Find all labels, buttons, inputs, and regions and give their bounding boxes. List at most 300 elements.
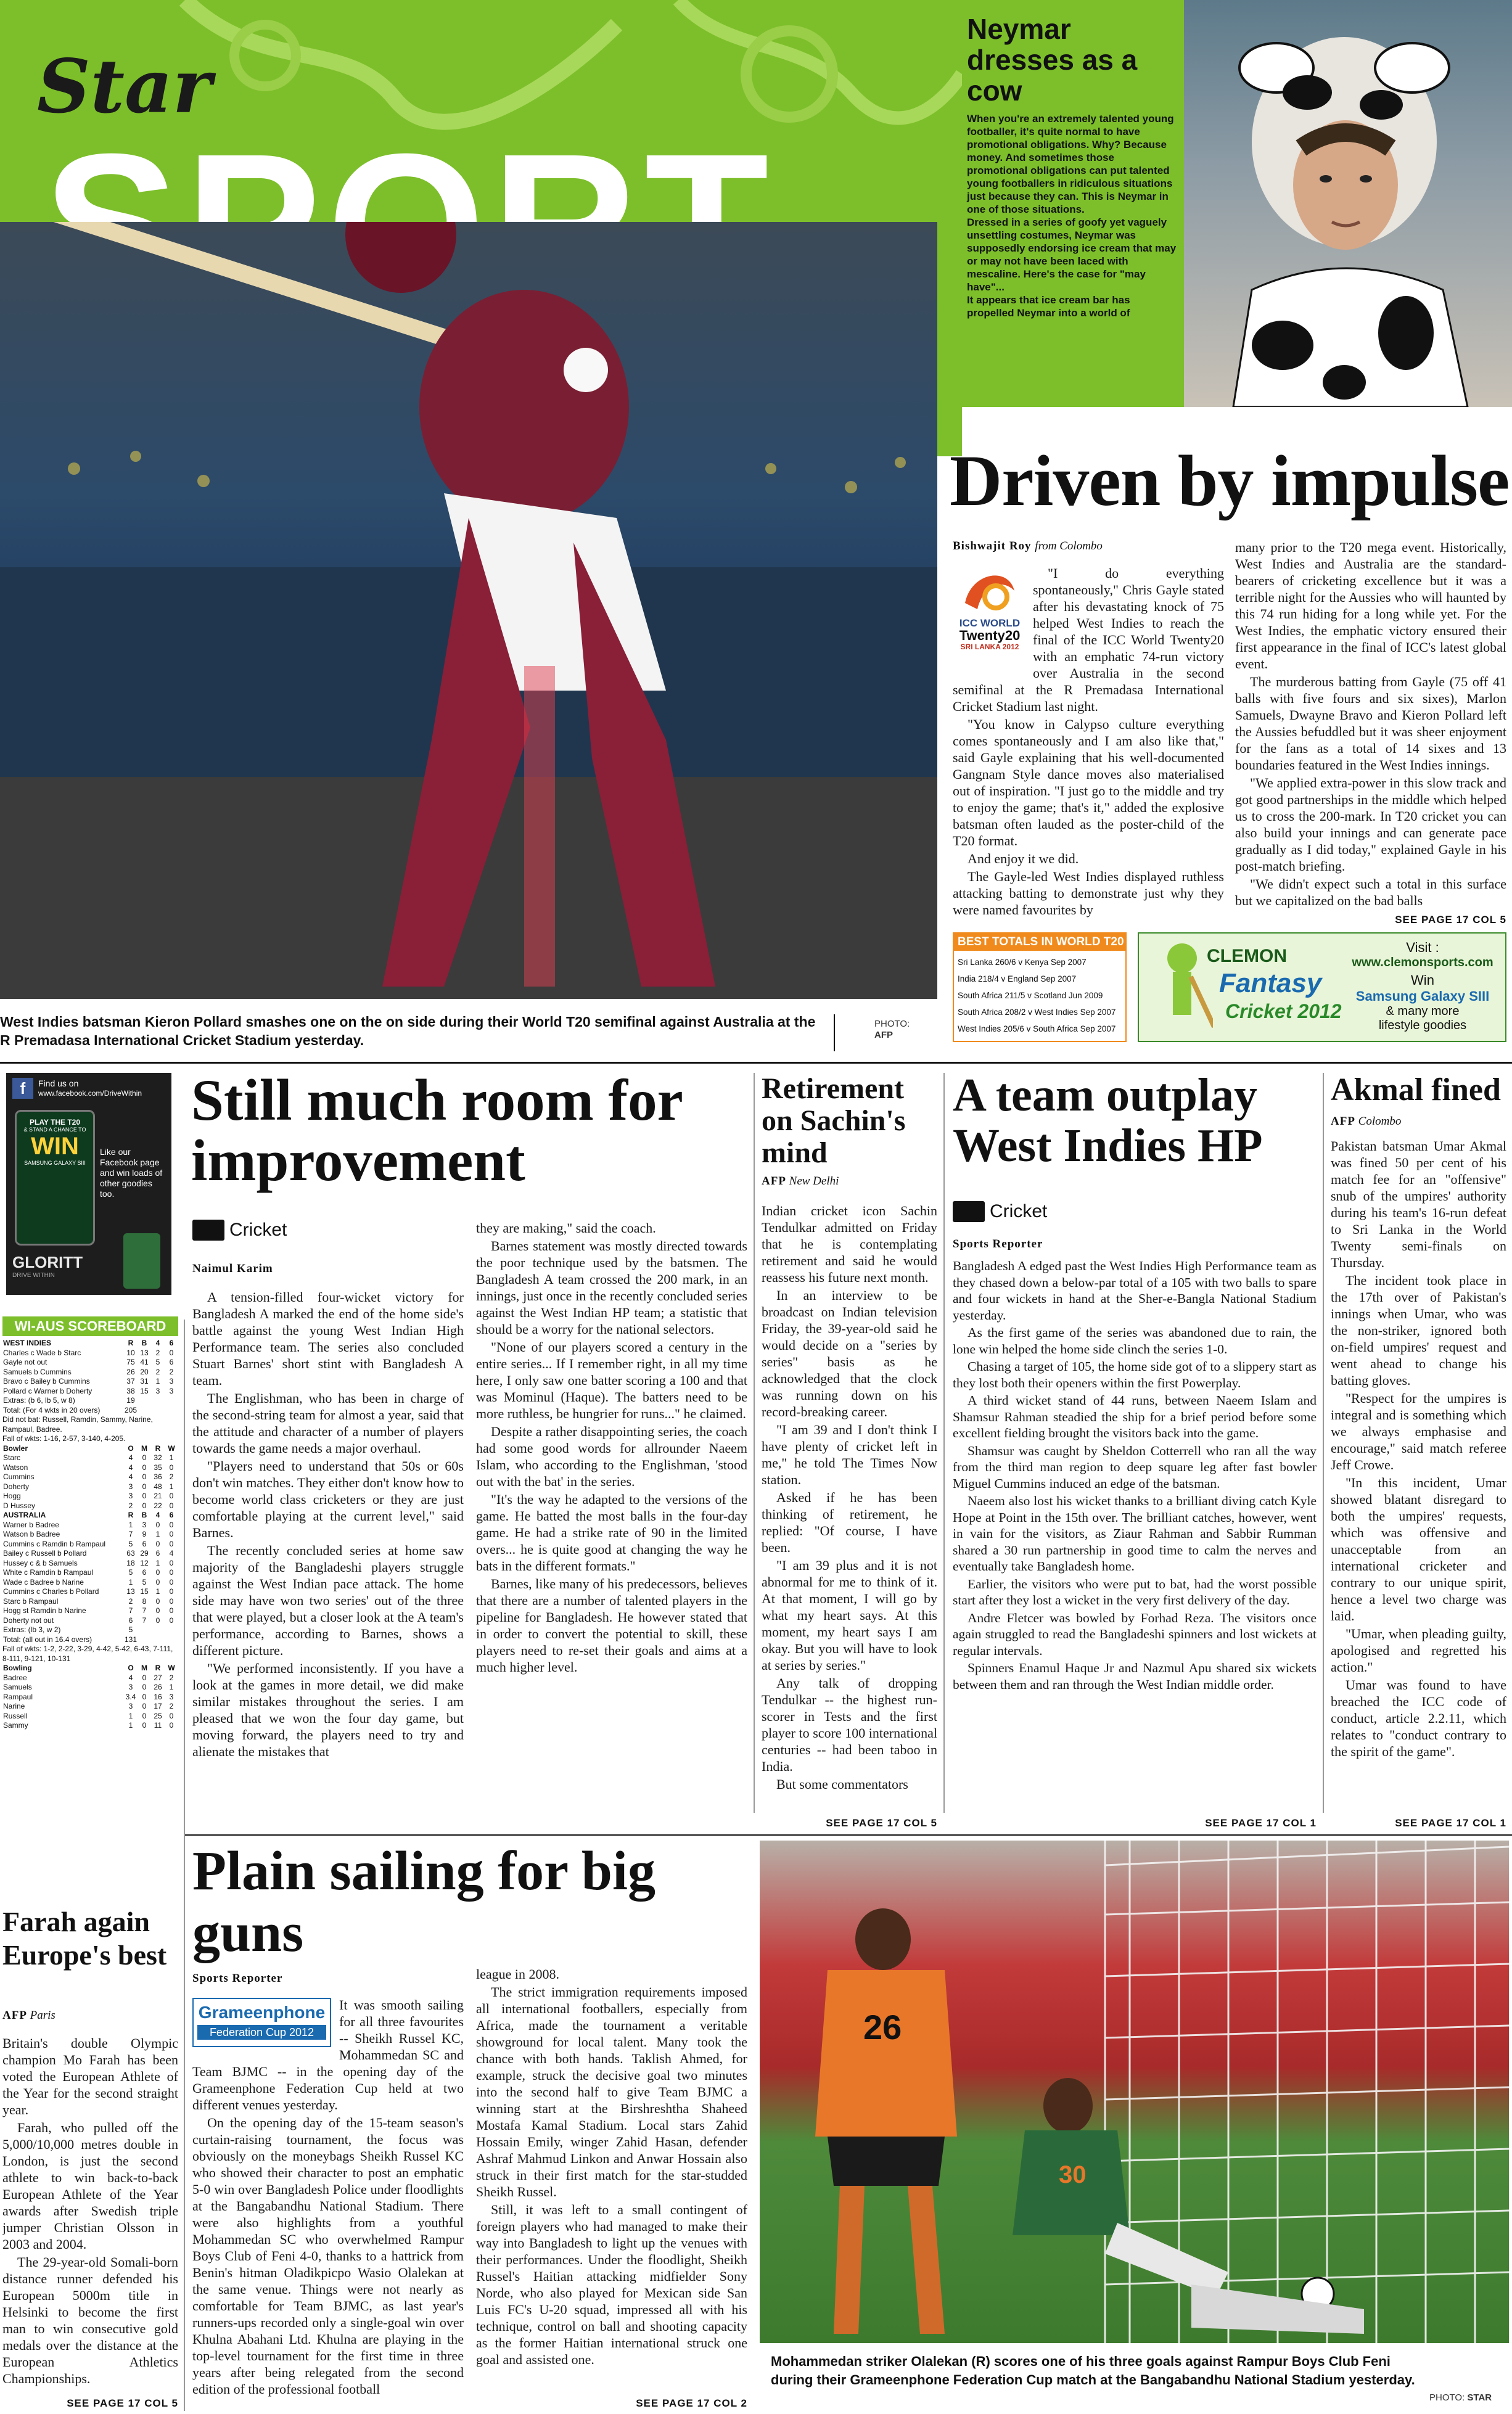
scoreboard-row <box>2 1597 178 1607</box>
brand-star: Star <box>37 43 212 130</box>
scoreboard-row <box>2 1406 178 1416</box>
scoreboard-row <box>2 1453 178 1463</box>
driven-headline: Driven by impulse <box>950 440 1510 521</box>
clemon-win: Win <box>1411 972 1434 988</box>
scoreboard-cell: 0 <box>169 1492 174 1500</box>
scoreboard-row <box>2 1521 178 1530</box>
scoreboard-row <box>2 1472 178 1482</box>
scoreboard-row <box>2 1712 178 1722</box>
gloritt-brand: GLORITT <box>12 1253 83 1271</box>
scoreboard-title: WI-AUS SCOREBOARD <box>2 1316 178 1336</box>
driven-col2-p1: many prior to the T20 mega event. Historically, West Indies and Australia are the standard-bearers of cricketing excellence but it was a terrible night for the Aussies who will haunted by this 74 run hiding for a long while yet. For the West Indies, the emphatic victory ensured their first appearance in the final of ICC's latest global event. <box>1235 540 1506 671</box>
scoreboard-cell: 0 <box>169 1520 174 1529</box>
scoreboard-cell: 0 <box>169 1577 174 1587</box>
scoreboard-cell: 0 <box>142 1721 147 1730</box>
sachin-p2: In an interview to be broadcast on Indian television Friday, the 39-year-old said he would decide on a "series by series" basis as he acknowledged that the clock was running down on his record-breaking career. <box>762 1287 937 1419</box>
scoreboard-row <box>2 1721 178 1731</box>
improvement-col2-p5: "It's the way he adapted to the versions of the game. He batted the most balls in the four-day game. He had a strike rate of 90 in the limited overs... he is quite good at changing the way he bats in the different formats." <box>476 1492 747 1574</box>
scoreboard-cell: 41 <box>140 1358 149 1366</box>
scoreboard-cell: Charles c Wade b Starc <box>3 1348 81 1357</box>
scoreboard-header-row <box>2 1339 178 1349</box>
gloritt-phone-win: WIN <box>31 1133 79 1160</box>
improvement-col2-p6: Barnes, like many of his predecessors, believes that there are a number of talented players in the pipeline for Bangladesh. He however stated that in order to convert the potential to skill, these players need to re-set their goals and aims at a much higher level. <box>476 1576 747 1675</box>
aus-bowling-table <box>2 1444 178 1511</box>
scoreboard-cell: Hogg st Ramdin b Narine <box>3 1606 86 1615</box>
clemon-mascot <box>1151 940 1213 1038</box>
clemon-url[interactable]: www.clemonsports.com <box>1352 956 1494 969</box>
scoreboard-cell: 0 <box>155 1520 160 1529</box>
scoreboard-cell: 32 <box>154 1453 162 1462</box>
scoreboard-cell: Rampaul <box>3 1692 33 1701</box>
lead-credit-name: AFP <box>874 1030 893 1040</box>
lead-credit-label: PHOTO: <box>874 1019 910 1029</box>
sachin-p5: "I am 39 plus and it is not abnormal for me to think of it. At that moment, I will go by what my heart says. At this moment, my heart says I am okay. But you will have to look at series by series." <box>762 1558 937 1673</box>
improvement-col1-p2: The Englishman, who has been in charge of the second-string team for almost a year, said that the attitude and character of a number of players towards the game needs a major overhaul. <box>192 1390 464 1456</box>
scoreboard-cell: 27 <box>154 1673 162 1682</box>
scoreboard-cell: 0 <box>142 1692 147 1701</box>
scoreboard-cell: 0 <box>142 1492 147 1500</box>
scoreboard-cell: 12 <box>140 1558 149 1567</box>
column-rule <box>943 1073 945 1813</box>
outplay-p6: Naeem also lost his wicket thanks to a brilliant diving catch Kyle Hope at Point in the 15th over. The brilliant catches, however, went in vain for the visitors, as Ziaur Rahman and Sabbir Rumman shared a 30 run partnership in good time to calm the nerves and eventually take Bangladesh home. <box>953 1493 1317 1574</box>
sailing-col2-p1: league in 2008. <box>476 1966 560 1982</box>
scoreboard-header-row <box>2 1511 178 1521</box>
scoreboard-cell: 0 <box>169 1711 174 1720</box>
akmal-p3: "Respect for the umpires is integral and is something which we always emphasise and encourage," said match referee Jeff Crowe. <box>1331 1390 1506 1472</box>
driven-see-more[interactable]: SEE PAGE 17 COL 5 <box>1395 914 1506 926</box>
scoreboard-body <box>2 1339 178 1731</box>
scoreboard-cell: 0 <box>142 1463 147 1472</box>
scoreboard-cell: Hussey c & b Samuels <box>3 1558 78 1567</box>
best-totals-box <box>953 932 1127 1042</box>
clemon-prize: Samsung Galaxy SIII <box>1355 988 1490 1004</box>
improvement-byline: Naimul Karim <box>192 1262 273 1275</box>
gloritt-brand-panel <box>12 1253 105 1279</box>
scoreboard-cell: 0 <box>142 1702 147 1710</box>
scoreboard-cell: Cummins c Ramdin b Rampaul <box>3 1539 106 1548</box>
lead-caption-divider <box>834 1014 835 1051</box>
outplay-headline: A team outplay West Indies HP <box>953 1069 1263 1172</box>
scoreboard-cell: Pollard c Warner b Doherty <box>3 1386 92 1395</box>
scoreboard-cell: 131 <box>124 1635 137 1644</box>
cricket-icon <box>192 1220 224 1241</box>
scoreboard-header-cell: O <box>128 1443 134 1453</box>
scoreboard-cell: 1 <box>169 1683 174 1691</box>
sachin-body <box>762 1202 937 1813</box>
sailing-col1-p1: It was smooth sailing for all three favourites -- Sheikh Russel KC, Mohammedan SC and Team BJMC -- in the opening day of the Grameenphone Federation Cup held at two different venues yesterday. <box>192 1997 464 2112</box>
wi-fall-of-wickets: Fall of wkts: 1-16, 2-57, 3-140, 4-205. <box>2 1434 126 1443</box>
scoreboard-cell: 0 <box>169 1530 174 1538</box>
improvement-col1-p1: A tension-filled four-wicket victory for Bangladesh A marked the end of the home side's battle against the young West Indian High Performance team. The series also concluded Stuart Barnes' short stint with Bangladesh A team. <box>192 1289 464 1388</box>
grameenphone-logo-line2: Federation Cup 2012 <box>197 2025 326 2040</box>
sailing-col1 <box>192 1997 464 2397</box>
cricket-mascot-icon <box>1151 940 1213 1038</box>
neymar-p3: It appears that ice cream bar has propelled Neymar into a world of <box>967 294 1130 319</box>
scoreboard-cell: 20 <box>140 1367 149 1376</box>
scoreboard-cell: 22 <box>154 1501 162 1510</box>
football-caption: Mohammedan striker Olalekan (R) scores one of his three goals against Rampur Boys Club Feni during their Grameenphone Federation Cup match at the Bangabandhu National Stadium yesterday. <box>771 2354 1415 2387</box>
scoreboard-header-cell: B <box>141 1511 147 1519</box>
scoreboard-cell: Sammy <box>3 1721 28 1730</box>
driven-col1-p3: And enjoy it we did. <box>968 851 1079 866</box>
scoreboard-header-row <box>2 1664 178 1673</box>
scoreboard-cell: 7 <box>142 1615 147 1625</box>
scoreboard-cell: 8 <box>142 1596 147 1606</box>
neymar-photo <box>1184 0 1512 407</box>
scoreboard-cell: 0 <box>155 1568 160 1577</box>
scoreboard-cell: 0 <box>169 1615 174 1625</box>
driven-byline-name: Bishwajit Roy <box>953 540 1032 552</box>
farah-headline: Farah again Europe's best <box>2 1906 167 1971</box>
scoreboard-cell: 4 <box>128 1463 133 1472</box>
scoreboard-cell: 2 <box>128 1596 133 1606</box>
scoreboard-cell <box>138 1396 151 1406</box>
scoreboard-header-row <box>2 1444 178 1454</box>
scoreboard-row <box>2 1549 178 1559</box>
driven-col1-p2: "You know in Calypso culture everything comes spontaneously and I am also like that," said Gayle explaining that his well-documented Gangnam Style dance moves also materialised out of inspiration. "I just go to the middle and try to enjoy the game; that's it," added the explosive batsman often lauded as the poster-child of the T20 format. <box>953 716 1224 848</box>
scoreboard-cell: 0 <box>142 1711 147 1720</box>
scoreboard-cell: 2 <box>169 1472 174 1481</box>
outplay-p4: A third wicket stand of 44 runs, between Naeem Islam and Shamsur Rahman steadied the ship for a brief period before some excellent fielding brought the visitors back into the game. <box>953 1393 1317 1440</box>
scoreboard-header-cell: 6 <box>169 1339 174 1347</box>
outplay-p9: Spinners Enamul Haque Jr and Nazmul Apu shared six wickets between them and ran through the West Indian middle order. <box>953 1661 1317 1692</box>
scoreboard-header-cell: R <box>128 1511 134 1519</box>
clemon-prize-panel <box>1342 940 1503 1033</box>
column-rule <box>754 1073 755 1813</box>
scoreboard-cell: 1 <box>155 1530 160 1538</box>
scoreboard-row <box>2 1559 178 1569</box>
farah-p2: Farah, who pulled off the 5,000/10,000 metres double in London, is just the second athlete to win back-to-back European Athlete of the Year awards after Swedish triple jumper Christian Olsson in 2003 and 2004. <box>2 2120 178 2252</box>
sachin-p1: Indian cricket icon Sachin Tendulkar admitted on Friday that he is contemplating retirement and said he would reassess his future next month. <box>762 1203 937 1285</box>
scoreboard-cell: 63 <box>126 1549 135 1558</box>
scoreboard-cell: 0 <box>169 1606 174 1615</box>
sachin-headline: Retirement on Sachin's mind <box>762 1072 906 1169</box>
scoreboard-cell: Bailey c Russell b Pollard <box>3 1549 87 1558</box>
scoreboard-cell: Total: (all out in 16.4 overs) <box>3 1635 92 1644</box>
scoreboard-cell: 25 <box>154 1711 162 1720</box>
outplay-p3: Chasing a target of 105, the home side got of to a slippery start as they lost both their openers within the first Powerplay. <box>953 1359 1317 1390</box>
icc-logo-line3: SRI LANKA 2012 <box>960 643 1019 651</box>
scoreboard-cell: 3 <box>128 1482 133 1491</box>
scoreboard-cell: 1 <box>169 1482 174 1491</box>
sachin-see-more[interactable]: SEE PAGE 17 COL 5 <box>826 1817 937 1829</box>
section-divider <box>0 1062 1512 1064</box>
gloritt-brand-tag: DRIVE WITHIN <box>12 1272 55 1279</box>
scoreboard-cell: 1 <box>155 1377 160 1386</box>
scoreboard-cell: 6 <box>169 1358 174 1366</box>
scoreboard-cell: 6 <box>142 1539 147 1548</box>
scoreboard-header-cell: M <box>141 1664 147 1672</box>
driven-col1-p4: The Gayle-led West Indies displayed ruthless attacking batting to demonstrate just why they were named favourites by <box>953 869 1224 918</box>
scoreboard-cell: 0 <box>142 1472 147 1481</box>
scoreboard-cell: 37 <box>126 1377 135 1386</box>
farah-dateline: Paris <box>30 2009 55 2022</box>
scoreboard-cell: 7 <box>142 1606 147 1615</box>
lead-photo <box>0 222 937 999</box>
scoreboard-cell: 1 <box>128 1520 133 1529</box>
scoreboard-row <box>2 1358 178 1368</box>
grameenphone-logo-line1: Grameenphone <box>198 2003 326 2022</box>
scoreboard-cell <box>151 1406 165 1416</box>
aus-batting-table <box>2 1511 178 1644</box>
scoreboard-cell: 6 <box>142 1568 147 1577</box>
scoreboard-cell: 4 <box>128 1472 133 1481</box>
scoreboard-cell: 26 <box>154 1683 162 1691</box>
scoreboard-cell: Narine <box>3 1702 25 1710</box>
scoreboard-cell: 2 <box>128 1501 133 1510</box>
scoreboard-cell: 38 <box>126 1386 135 1395</box>
clemon-more2: lifestyle goodies <box>1378 1019 1467 1032</box>
scoreboard-cell: 0 <box>169 1558 174 1567</box>
scoreboard-header-cell: 6 <box>169 1511 174 1519</box>
scoreboard-cell: 0 <box>155 1577 160 1587</box>
gloritt-fb-url[interactable]: www.facebook.com/DriveWithin <box>38 1089 142 1098</box>
outplay-tag-label: Cricket <box>990 1201 1048 1221</box>
sailing-byline: Sports Reporter <box>192 1972 283 1985</box>
neymar-p1: When you're an extremely talented young footballer, it's quite normal to have promotional obligations. Why? Because money. And sometimes those promotional obligations can put talented young footballers in ridiculous situations just because they can. This is Neymar in one of those situations. <box>967 113 1174 215</box>
farah-byline <box>2 2009 55 2022</box>
lead-caption: West Indies batsman Kieron Pollard smashes one on the on side during their World T20 semifinal against Australia at the R Premadasa International Cricket Stadium yesterday. <box>0 1014 816 1048</box>
scoreboard-cell: 3 <box>128 1702 133 1710</box>
football-credit <box>1429 2392 1492 2403</box>
scoreboard-cell: 3 <box>169 1692 174 1701</box>
scoreboard-cell: Hogg <box>3 1492 21 1500</box>
farah-p1: Britain's double Olympic champion Mo Farah has been voted the European Athlete of the Year for the second straight year. <box>2 2035 178 2117</box>
scoreboard-cell: 0 <box>155 1615 160 1625</box>
scoreboard-cell: 48 <box>154 1482 162 1491</box>
scoreboard-row <box>2 1501 178 1511</box>
lead-credit <box>874 1019 910 1041</box>
scoreboard-cell: 0 <box>169 1501 174 1510</box>
scoreboard-cell: 21 <box>154 1492 162 1500</box>
akmal-p6: Umar was found to have breached the ICC code of conduct, article 2.2.11, which relates to "conduct contrary to the spirit of the game". <box>1331 1677 1506 1759</box>
scoreboard-cell <box>165 1625 178 1635</box>
scoreboard-cell: 2 <box>169 1673 174 1682</box>
scoreboard-header-cell: R <box>128 1339 134 1347</box>
scoreboard-cell: 0 <box>169 1568 174 1577</box>
scoreboard-header-cell: R <box>155 1664 161 1672</box>
scoreboard-cell: 0 <box>155 1596 160 1606</box>
gloritt-phone <box>15 1110 95 1246</box>
scoreboard-row <box>2 1387 178 1397</box>
akmal-p5: "Umar, when pleading guilty, apologised and regretted his action." <box>1331 1626 1506 1675</box>
outplay-see-more[interactable]: SEE PAGE 17 COL 1 <box>1205 1817 1317 1829</box>
scoreboard-cell: 6 <box>155 1549 160 1558</box>
best-totals-row: West Indies 205/6 v South Africa Sep 2007 <box>958 1024 1116 1033</box>
scoreboard-header-cell: 4 <box>155 1511 160 1519</box>
improvement-col2 <box>476 1220 747 1812</box>
neymar-p2: Dressed in a series of goofy yet vaguely unsettling costumes, Neymar was supposedly endorsing ice cream that may or may not have been laced with mescaline. Here's the case for "may have"... <box>967 216 1177 293</box>
scoreboard-cell: 7 <box>128 1606 133 1615</box>
scoreboard-header-cell: Bowling <box>3 1664 32 1672</box>
sailing-col2-p3: Still, it was left to a small contingent of foreign players who had managed to make their way into Bangladesh to light up the venues with their performances. Under the floodlight, Sheikh Russel's Haitian attacking midfielder Sony Norde, who also played for Mexican side San Luis FC's U-20 squad, impressed all with his technique, control on ball and shooting capacity as the former Haitian international struck one goal and assisted one. <box>476 2202 747 2367</box>
improvement-tag <box>192 1220 287 1241</box>
scoreboard-header-cell: 4 <box>155 1339 160 1347</box>
sailing-col1-p2: On the opening day of the 15-team season's curtain-raising tournament, the focus was obviously on the moneybags Sheikh Russel KC who showed their character to post an emphatic 5-0 win over Bangladesh Police under floodlights at the Bangabandhu National Stadium. There were also highlights from a youthful Mohammedan SC who overwhelmed Rampur Boys Club of Feni 4-0, thanks to a hattrick from Benin's hitman Oladikpicpo Wasio Olalekan at the same venue. Things were not nearly as comfortable for Team BJMC, as last year's runners-ups recorded only a single-goal win over Khulna Abahani Ltd. Khulna are playing in the top-level tournament for the first time in three years after being relegated from the second edition of the professional football <box>192 2115 464 2397</box>
farah-byline-name: AFP <box>2 2009 27 2022</box>
scoreboard-cell: 5 <box>128 1539 133 1548</box>
scoreboard-cell: 3.4 <box>125 1692 136 1701</box>
scoreboard-cell: Badree <box>3 1673 27 1682</box>
scoreboard-cell: 35 <box>154 1463 162 1472</box>
clemon-ad[interactable] <box>1138 932 1506 1042</box>
farah-body <box>2 2035 178 2392</box>
scoreboard-cell: 2 <box>155 1367 160 1376</box>
sachin-p3: "I am 39 and I don't think I have plenty of cricket left in me," he told The Times Now station. <box>762 1422 937 1487</box>
scoreboard-cell: 1 <box>128 1711 133 1720</box>
akmal-byline <box>1331 1115 1401 1128</box>
section-divider <box>185 1834 1512 1836</box>
scoreboard-cell: 2 <box>169 1367 174 1376</box>
best-totals-row: Sri Lanka 260/6 v Kenya Sep 2007 <box>958 958 1087 967</box>
scoreboard-cell <box>165 1406 178 1416</box>
football-credit-label: PHOTO: <box>1429 2392 1465 2403</box>
outplay-p2: As the first game of the series was abandoned due to rain, the lone win helped the home side clinch the series 1-0. <box>953 1325 1317 1357</box>
clemon-more1: & many more <box>1386 1004 1460 1018</box>
improvement-col1-p4: The recently concluded series at home saw majority of the Bangladeshi players struggle against the West Indian pace attack. The home side may have won two series' out of the three that were played, but a closer look at the A team's performance, according to Barnes, shows a different picture. <box>192 1543 464 1658</box>
jersey-number-1: 26 <box>863 2008 902 2047</box>
akmal-p4: "In this incident, Umar showed blatant disregard to both the umpires' requests, which was offensive and unacceptable from an international cricketer and contrary to our unique spirit, hence a level two charge was laid. <box>1331 1475 1506 1624</box>
scoreboard-cell: 0 <box>169 1596 174 1606</box>
sailing-col2 <box>476 1966 747 2397</box>
neymar-text-panel <box>962 0 1184 407</box>
scoreboard-cell: 0 <box>142 1501 147 1510</box>
jersey-number-2: 30 <box>1059 2161 1087 2188</box>
scoreboard-cell: Russell <box>3 1711 28 1720</box>
scoreboard-cell: 0 <box>169 1721 174 1730</box>
aus-fall-of-wickets: Fall of wkts: 1-2, 2-22, 3-29, 4-42, 5-42, 6-43, 7-111, 8-111, 9-121, 10-131 <box>2 1644 173 1663</box>
scoreboard-cell <box>151 1625 165 1635</box>
outplay-p5: Shamsur was caught by Sheldon Cotterrell who ran all the way from the third man region to deep square leg after fast bowler Miguel Cummins induced an edge of the batsman. <box>953 1443 1317 1491</box>
scoreboard-cell: 3 <box>155 1386 160 1395</box>
scoreboard-header-cell: O <box>128 1664 134 1672</box>
akmal-see-more[interactable]: SEE PAGE 17 COL 1 <box>1395 1817 1506 1829</box>
scoreboard-row <box>2 1693 178 1702</box>
improvement-col1-p3: "Players need to understand that 50s or 60s don't win matches. They either don't know how to become world class cricketers or they are just comfortable playing at the current level," said Barnes. <box>192 1458 464 1540</box>
sailing-see-more[interactable]: SEE PAGE 17 COL 2 <box>636 2397 747 2409</box>
driven-col2-p4: "We didn't expect such a total in this surface but we capitalized on the bad balls <box>1235 876 1506 908</box>
scoreboard-cell: 205 <box>124 1405 137 1414</box>
scoreboard-cell: 13 <box>126 1587 135 1596</box>
sachin-p7: But some commentators <box>776 1776 908 1792</box>
scoreboard-row <box>2 1625 178 1635</box>
scoreboard-cell: 16 <box>154 1692 162 1701</box>
scoreboard-cell: 0 <box>142 1683 147 1691</box>
gloritt-phone-prize: SAMSUNG GALAXY SIII <box>24 1160 86 1166</box>
sailing-col2-p2: The strict immigration requirements imposed all international footballers, especially from Africa, made the tournament a veritable showground for local talent. Many took the chance with both hands. Taklish Ahmed, for example, struck the decisive goal two minutes into the second half to give Team BJMC a winning start at the Birshreshtha Shaheed Mostafa Kamal Stadium. Local stars Zahid Hossain Emily, winger Zahid Hasan, defender Ashraf Mahmud Linkon and Anwar Hossain also struck in their first match for the star-studded Sheikh Russel. <box>476 1984 747 2199</box>
scoreboard-row <box>2 1606 178 1616</box>
scoreboard-cell: 0 <box>169 1348 174 1357</box>
farah-see-more[interactable]: SEE PAGE 17 COL 5 <box>67 2397 178 2409</box>
scoreboard-cell: 1 <box>128 1577 133 1587</box>
wi-bowling-table <box>2 1664 178 1731</box>
scoreboard-cell: 3 <box>142 1520 147 1529</box>
driven-dateline: from Colombo <box>1035 540 1103 552</box>
best-totals-list <box>954 951 1125 1040</box>
clemon-product2: Cricket 2012 <box>1225 1000 1342 1022</box>
scoreboard-cell: Cummins c Charles b Pollard <box>3 1587 99 1596</box>
scoreboard-row <box>2 1492 178 1501</box>
gloritt-phone-line2: & STAND A CHANCE TO <box>23 1127 86 1133</box>
scoreboard-cell: 10 <box>126 1348 135 1357</box>
driven-col2-p2: The murderous batting from Gayle (75 off 41 balls with five fours and six sixes), Marlon Samuels, Dwayne Bravo and Kieron Pollard left the Aussies befuddled but it was sheer enjoyment for the fans as a total of 14 sixes and 13 boundaries featured in the West Indies innings. <box>1235 674 1506 773</box>
scoreboard-cell: D Hussey <box>3 1501 36 1510</box>
improvement-col2-p4: Despite a rather disappointing series, the coach had some good words for allrounder Naeem Islam, who according to the Englishman, 'stood out with the bat' in the series. <box>476 1424 747 1489</box>
akmal-headline: Akmal fined <box>1331 1072 1501 1107</box>
scoreboard-cell: Watson b Badree <box>3 1530 60 1538</box>
gloritt-phone-line1: PLAY THE T20 <box>29 1118 81 1127</box>
sailing-headline: Plain sailing for big guns <box>192 1841 655 1963</box>
football-illustration <box>760 1841 1509 2343</box>
scoreboard-cell: Gayle not out <box>3 1358 47 1366</box>
scoreboard-row <box>2 1530 178 1540</box>
gloritt-ad[interactable] <box>6 1073 171 1295</box>
improvement-col2-p2: Barnes statement was mostly directed towards the poor technique used by the batsmen. The Bangladesh A team crossed the 200 mark, in an innings, just once in the recently concluded series against the West Indian HP team; a statistic that should be a worry for the national selectors. <box>476 1238 747 1337</box>
scoreboard-row <box>2 1616 178 1626</box>
scoreboard-row <box>2 1568 178 1578</box>
batsman-illustration <box>0 222 937 999</box>
football-credit-name: STAR <box>1467 2392 1492 2403</box>
scoreboard-cell: 3 <box>169 1377 174 1386</box>
clemon-visit: Visit : <box>1406 940 1439 955</box>
farah-p3: The 29-year-old Somali-born distance runner defended his European 5000m title in Helsinki to become the first man to win consecutive gold medals over the distance at the European Athletics Championships. <box>2 2254 178 2386</box>
scoreboard-cell <box>151 1396 165 1406</box>
scoreboard-cell: 2 <box>155 1348 160 1357</box>
best-totals-row: India 218/4 v England Sep 2007 <box>958 974 1077 983</box>
gloritt-find: Find us on <box>38 1078 79 1088</box>
wi-batting-table <box>2 1339 178 1415</box>
scoreboard-row <box>2 1482 178 1492</box>
improvement-col2-p1: they are making," said the coach. <box>476 1220 656 1236</box>
scoreboard-row <box>2 1349 178 1358</box>
improvement-col1-p5: "We performed inconsistently. If you have a look at the games in more detail, we did make similar mistakes throughout the series. I am pleased that we won the four day game, but moving forward, the players need to try and alienate the mistakes that <box>192 1661 464 1759</box>
scoreboard-cell: 3 <box>128 1492 133 1500</box>
scoreboard-cell: 1 <box>155 1558 160 1567</box>
scoreboard-cell: 13 <box>140 1348 149 1357</box>
outplay-byline: Sports Reporter <box>953 1238 1043 1250</box>
scoreboard-cell: 7 <box>128 1530 133 1538</box>
neymar-title: Neymar dresses as a cow <box>967 13 1138 107</box>
scoreboard-header-cell: M <box>141 1443 147 1453</box>
scoreboard-header-cell: W <box>168 1664 175 1672</box>
scoreboard-cell: 0 <box>169 1539 174 1548</box>
improvement-tag-label: Cricket <box>229 1220 287 1240</box>
scoreboard-row <box>2 1396 178 1406</box>
column-rule <box>1323 1073 1324 1813</box>
scoreboard-cell: 75 <box>126 1358 135 1366</box>
scoreboard-cell: 6 <box>128 1615 133 1625</box>
scoreboard-cell: 1 <box>155 1587 160 1596</box>
outplay-body <box>953 1258 1317 1813</box>
clemon-product1: Fantasy <box>1219 968 1322 998</box>
scoreboard-cell: 15 <box>140 1587 149 1596</box>
scoreboard-cell <box>138 1635 151 1645</box>
improvement-col1 <box>192 1289 464 1813</box>
football-photo <box>760 1841 1509 2343</box>
scoreboard-row <box>2 1377 178 1387</box>
sachin-dateline: New Delhi <box>789 1175 839 1188</box>
icc-logo-line1: ICC WORLD <box>959 617 1021 629</box>
scoreboard-row <box>2 1683 178 1693</box>
scoreboard-cell: Starc b Rampaul <box>3 1596 59 1606</box>
improvement-col2-p3: "None of our players scored a century in the entire series... If I remember right, in all my time here, I only saw one batter scoring a 100 and that was Mominul (Haque). The batters need to be more ruthless, be hungrier for runs..." he claimed. <box>476 1339 747 1421</box>
wi-did-not-bat: Did not bat: Russell, Ramdin, Sammy, Narine, Rampaul, Badree. <box>2 1415 153 1434</box>
cricket-icon <box>953 1201 985 1222</box>
scoreboard-cell: 5 <box>128 1625 133 1634</box>
scoreboard-cell: 0 <box>155 1606 160 1615</box>
best-totals-row: South Africa 211/5 v Scotland Jun 2009 <box>958 991 1103 1000</box>
scoreboard-cell <box>151 1635 165 1645</box>
